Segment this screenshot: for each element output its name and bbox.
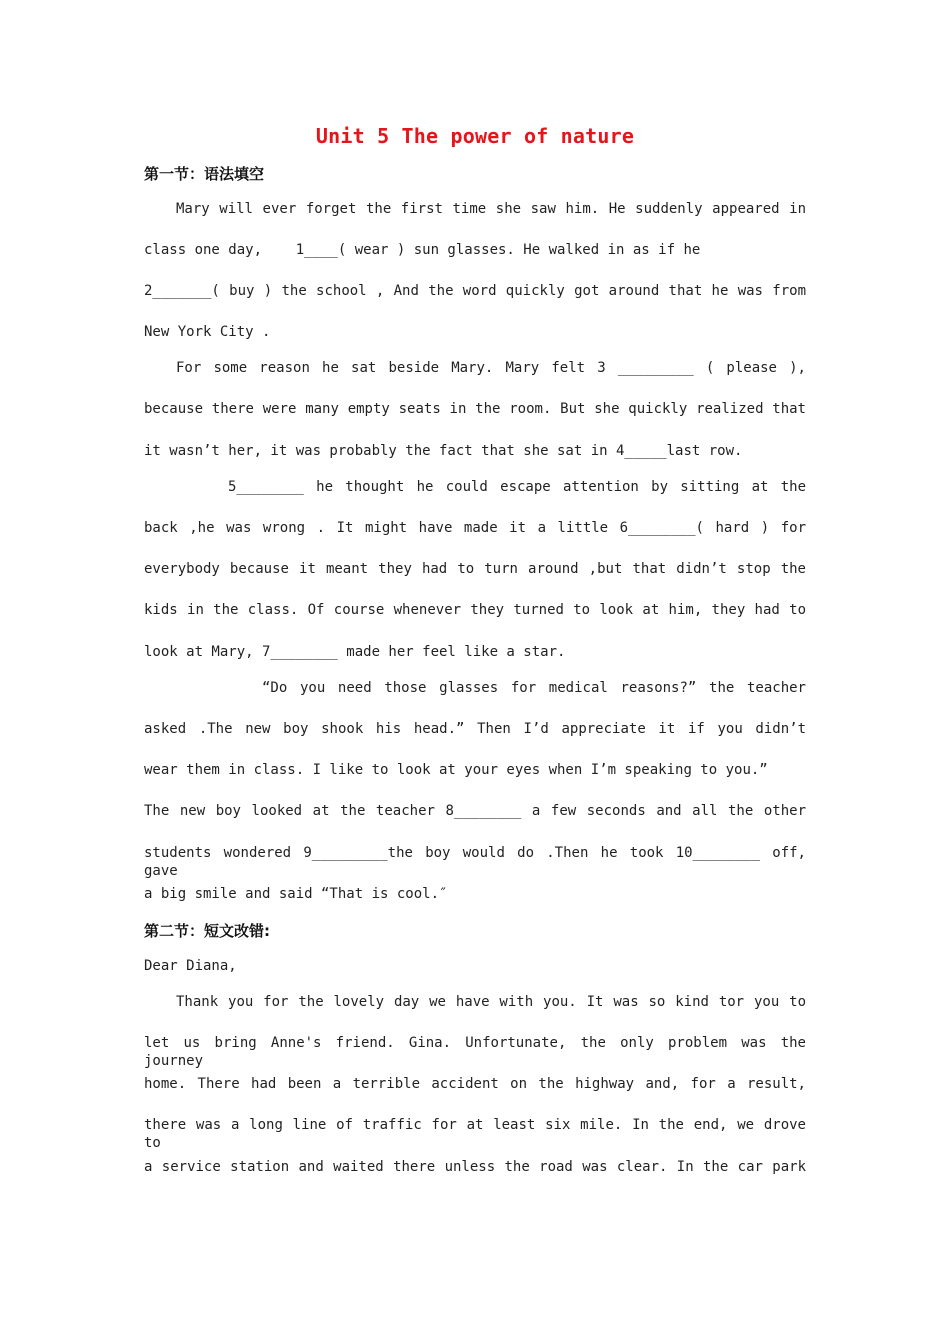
section1-line: asked .The new boy shook his head.” Then I’d appreciate it if you didn’t: [144, 721, 806, 737]
section1-line: kids in the class. Of course whenever they turned to look at him, they had to: [144, 602, 806, 618]
section1-line: it wasn’t her, it was probably the fact that she sat in 4_____last row.: [144, 443, 743, 459]
section2-heading: 第二节：短文改错:: [144, 922, 270, 940]
section2-line: Thank you for the lovely day we have with you. It was so kind tor you to: [176, 994, 806, 1010]
section2-line: home. There had been a terrible accident on the highway and, for a result,: [144, 1076, 806, 1092]
section1-line: a big smile and said “That is cool.″: [144, 886, 448, 902]
section1-line: 5________ he thought he could escape attention by sitting at the: [228, 479, 806, 495]
section2-line: let us bring Anne's friend. Gina. Unfortunate, the only problem was the journey: [144, 1035, 806, 1069]
section1-line: because there were many empty seats in the room. But she quickly realized that: [144, 401, 806, 417]
section1-line: students wondered 9_________the boy would do .Then he took 10________ off, gave: [144, 845, 806, 879]
section2-line: Dear Diana,: [144, 958, 237, 974]
section2-line: a service station and waited there unless the road was clear. In the car park: [144, 1159, 806, 1175]
section1-line: New York City .: [144, 324, 271, 340]
section1-line: For some reason he sat beside Mary. Mary felt 3 _________ ( please ),: [176, 360, 806, 376]
section1-line: wear them in class. I like to look at your eyes when I’m speaking to you.”: [144, 762, 768, 778]
section1-line: “Do you need those glasses for medical reasons?” the teacher: [262, 680, 806, 696]
section1-line: 2_______( buy ) the school , And the word quickly got around that he was from: [144, 283, 806, 299]
section1-line: back ,he was wrong . It might have made it a little 6________( hard ) for: [144, 520, 806, 536]
document-title: Unit 5 The power of nature: [315, 124, 635, 148]
section1-line: The new boy looked at the teacher 8________ a few seconds and all the other: [144, 803, 806, 819]
section1-line: everybody because it meant they had to turn around ,but that didn’t stop the: [144, 561, 806, 577]
section1-line: Mary will ever forget the first time she saw him. He suddenly appeared in: [176, 201, 806, 217]
section1-line: class one day, 1____( wear ) sun glasses. He walked in as if he: [144, 242, 701, 258]
section1-line: look at Mary, 7________ made her feel like a star.: [144, 644, 566, 660]
section2-line: there was a long line of traffic for at least six mile. In the end, we drove to: [144, 1117, 806, 1151]
section1-heading: 第一节：语法填空: [144, 165, 265, 183]
